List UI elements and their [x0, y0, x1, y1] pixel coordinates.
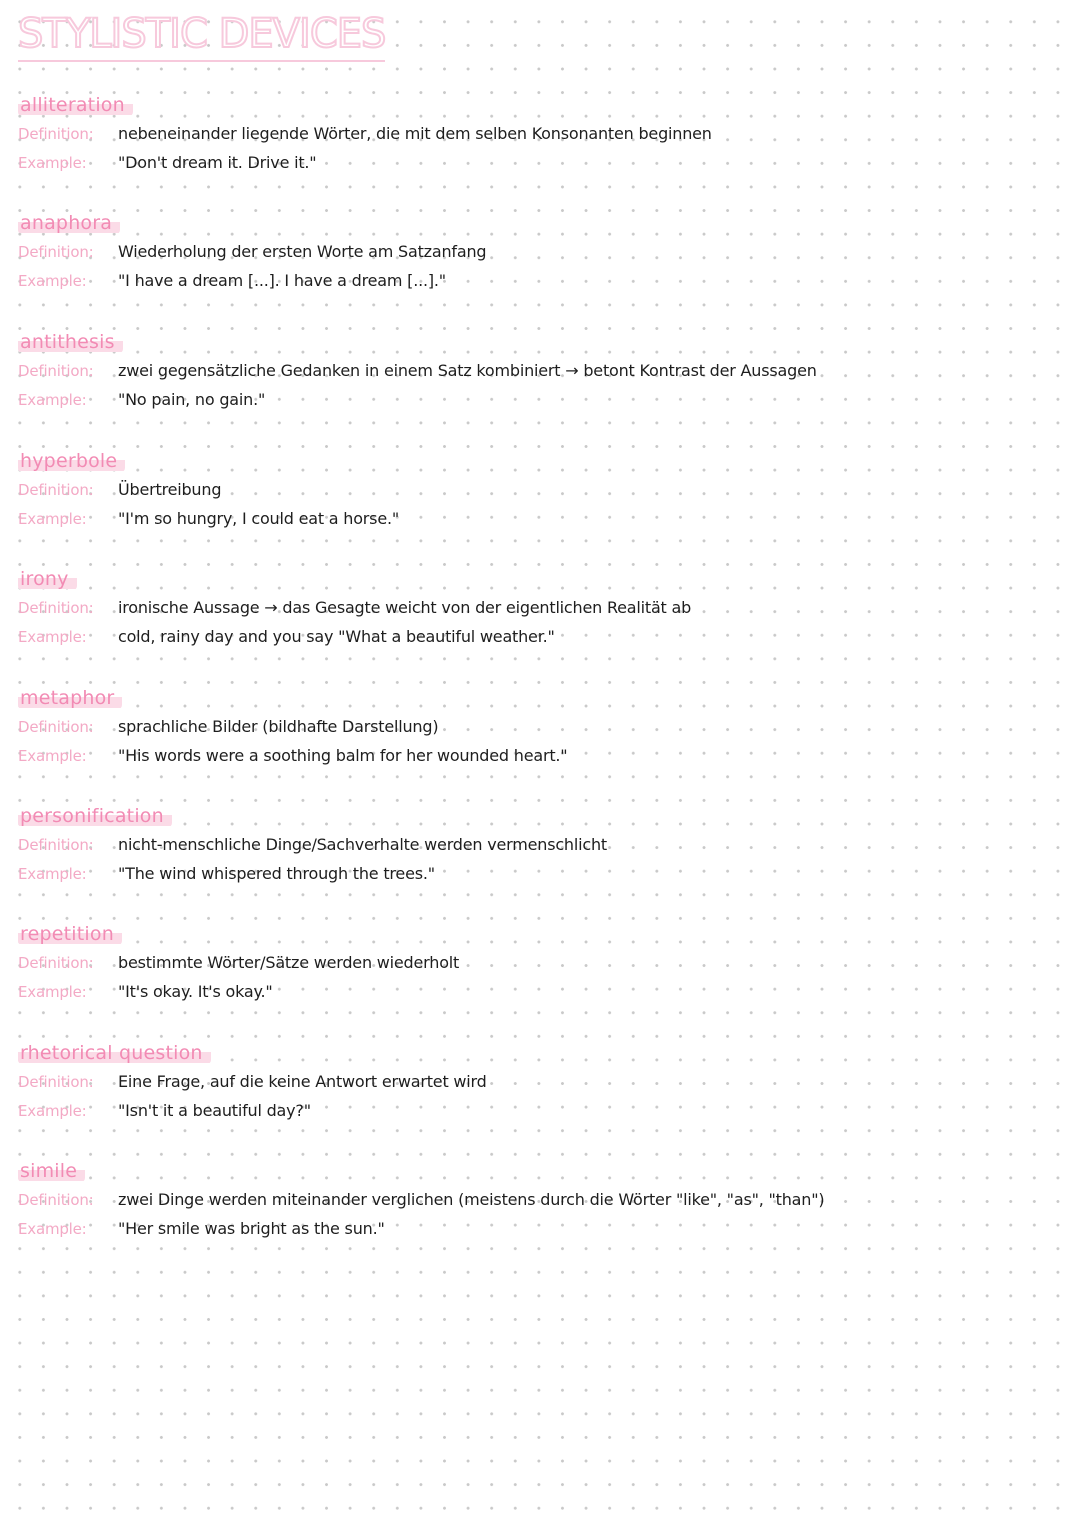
example-label: Example: [18, 983, 87, 1001]
entry-irony [18, 568, 1058, 647]
definition-line [18, 1072, 1058, 1092]
example-line [18, 390, 1058, 410]
definition-text: nebeneinander liegende Wörter, die mit dem selben Konsonanten beginnen [118, 124, 712, 143]
example-text: "His words were a soothing balm for her wounded heart." [118, 746, 568, 765]
definition-label: Definition: [18, 481, 94, 499]
entry-rhetorical-question [18, 1042, 1058, 1121]
term-heading: anaphora [18, 212, 120, 234]
definition-label: Definition: [18, 718, 94, 736]
term-heading: alliteration [18, 94, 133, 116]
definition-line [18, 598, 1058, 618]
definition-text: ironische Aussage → das Gesagte weicht von der eigentlichen Realität ab [118, 598, 692, 617]
example-label: Example: [18, 510, 87, 528]
definition-text: zwei Dinge werden miteinander verglichen (meistens durch die Wörter "like", "as", "than") [118, 1190, 825, 1209]
example-label: Example: [18, 154, 87, 172]
definition-text: Eine Frage, auf die keine Antwort erwartet wird [118, 1072, 487, 1091]
definition-text: Übertreibung [118, 480, 222, 499]
example-label: Example: [18, 628, 87, 646]
example-line [18, 746, 1058, 766]
definition-text: Wiederholung der ersten Worte am Satzanfang [118, 242, 487, 261]
term-heading: irony [18, 568, 77, 590]
definition-line [18, 1190, 1058, 1210]
example-label: Example: [18, 1220, 87, 1238]
definition-line [18, 242, 1058, 262]
example-line [18, 1219, 1058, 1239]
example-text: "I'm so hungry, I could eat a horse." [118, 509, 400, 528]
example-label: Example: [18, 865, 87, 883]
definition-label: Definition: [18, 125, 94, 143]
term-heading: simile [18, 1160, 85, 1182]
example-text: "Don't dream it. Drive it." [118, 153, 317, 172]
definition-line [18, 480, 1058, 500]
entry-personification [18, 805, 1058, 884]
term-heading: personification [18, 805, 172, 827]
term-heading: metaphor [18, 687, 122, 709]
entry-anaphora [18, 212, 1058, 291]
example-line [18, 153, 1058, 173]
example-text: "Isn't it a beautiful day?" [118, 1101, 311, 1120]
definition-text: nicht-menschliche Dinge/Sachverhalte werden vermenschlicht [118, 835, 607, 854]
example-label: Example: [18, 747, 87, 765]
example-text: "No pain, no gain." [118, 390, 266, 409]
definition-label: Definition: [18, 1191, 94, 1209]
example-text: "I have a dream [...]. I have a dream [...]." [118, 271, 446, 290]
example-line [18, 864, 1058, 884]
definition-label: Definition: [18, 954, 94, 972]
definition-line [18, 717, 1058, 737]
definition-line [18, 361, 1058, 381]
entry-metaphor [18, 687, 1058, 766]
definition-text: zwei gegensätzliche Gedanken in einem Satz kombiniert → betont Kontrast der Aussagen [118, 361, 817, 380]
example-label: Example: [18, 1102, 87, 1120]
example-label: Example: [18, 391, 87, 409]
definition-label: Definition: [18, 362, 94, 380]
definition-label: Definition: [18, 1073, 94, 1091]
definition-text: sprachliche Bilder (bildhafte Darstellung) [118, 717, 439, 736]
definition-line [18, 835, 1058, 855]
example-label: Example: [18, 272, 87, 290]
example-text: "Her smile was bright as the sun." [118, 1219, 385, 1238]
definition-label: Definition: [18, 836, 94, 854]
entry-antithesis [18, 331, 1058, 410]
example-line [18, 1101, 1058, 1121]
term-heading: antithesis [18, 331, 123, 353]
term-heading: hyperbole [18, 450, 125, 472]
example-line [18, 982, 1058, 1002]
entry-alliteration [18, 94, 1058, 173]
definition-text: bestimmte Wörter/Sätze werden wiederholt [118, 953, 460, 972]
entry-repetition [18, 923, 1058, 1002]
definition-line [18, 953, 1058, 973]
example-text: "It's okay. It's okay." [118, 982, 273, 1001]
example-line [18, 509, 1058, 529]
example-text: "The wind whispered through the trees." [118, 864, 435, 883]
term-heading: rhetorical question [18, 1042, 211, 1064]
entry-hyperbole [18, 450, 1058, 529]
definition-line [18, 124, 1058, 144]
definition-label: Definition: [18, 599, 94, 617]
entry-simile [18, 1160, 1058, 1239]
example-line [18, 271, 1058, 291]
term-heading: repetition [18, 923, 122, 945]
definition-label: Definition: [18, 243, 94, 261]
example-line [18, 627, 1058, 647]
page-title: STYLISTIC DEVICES [18, 14, 385, 62]
example-text: cold, rainy day and you say "What a beautiful weather." [118, 627, 555, 646]
